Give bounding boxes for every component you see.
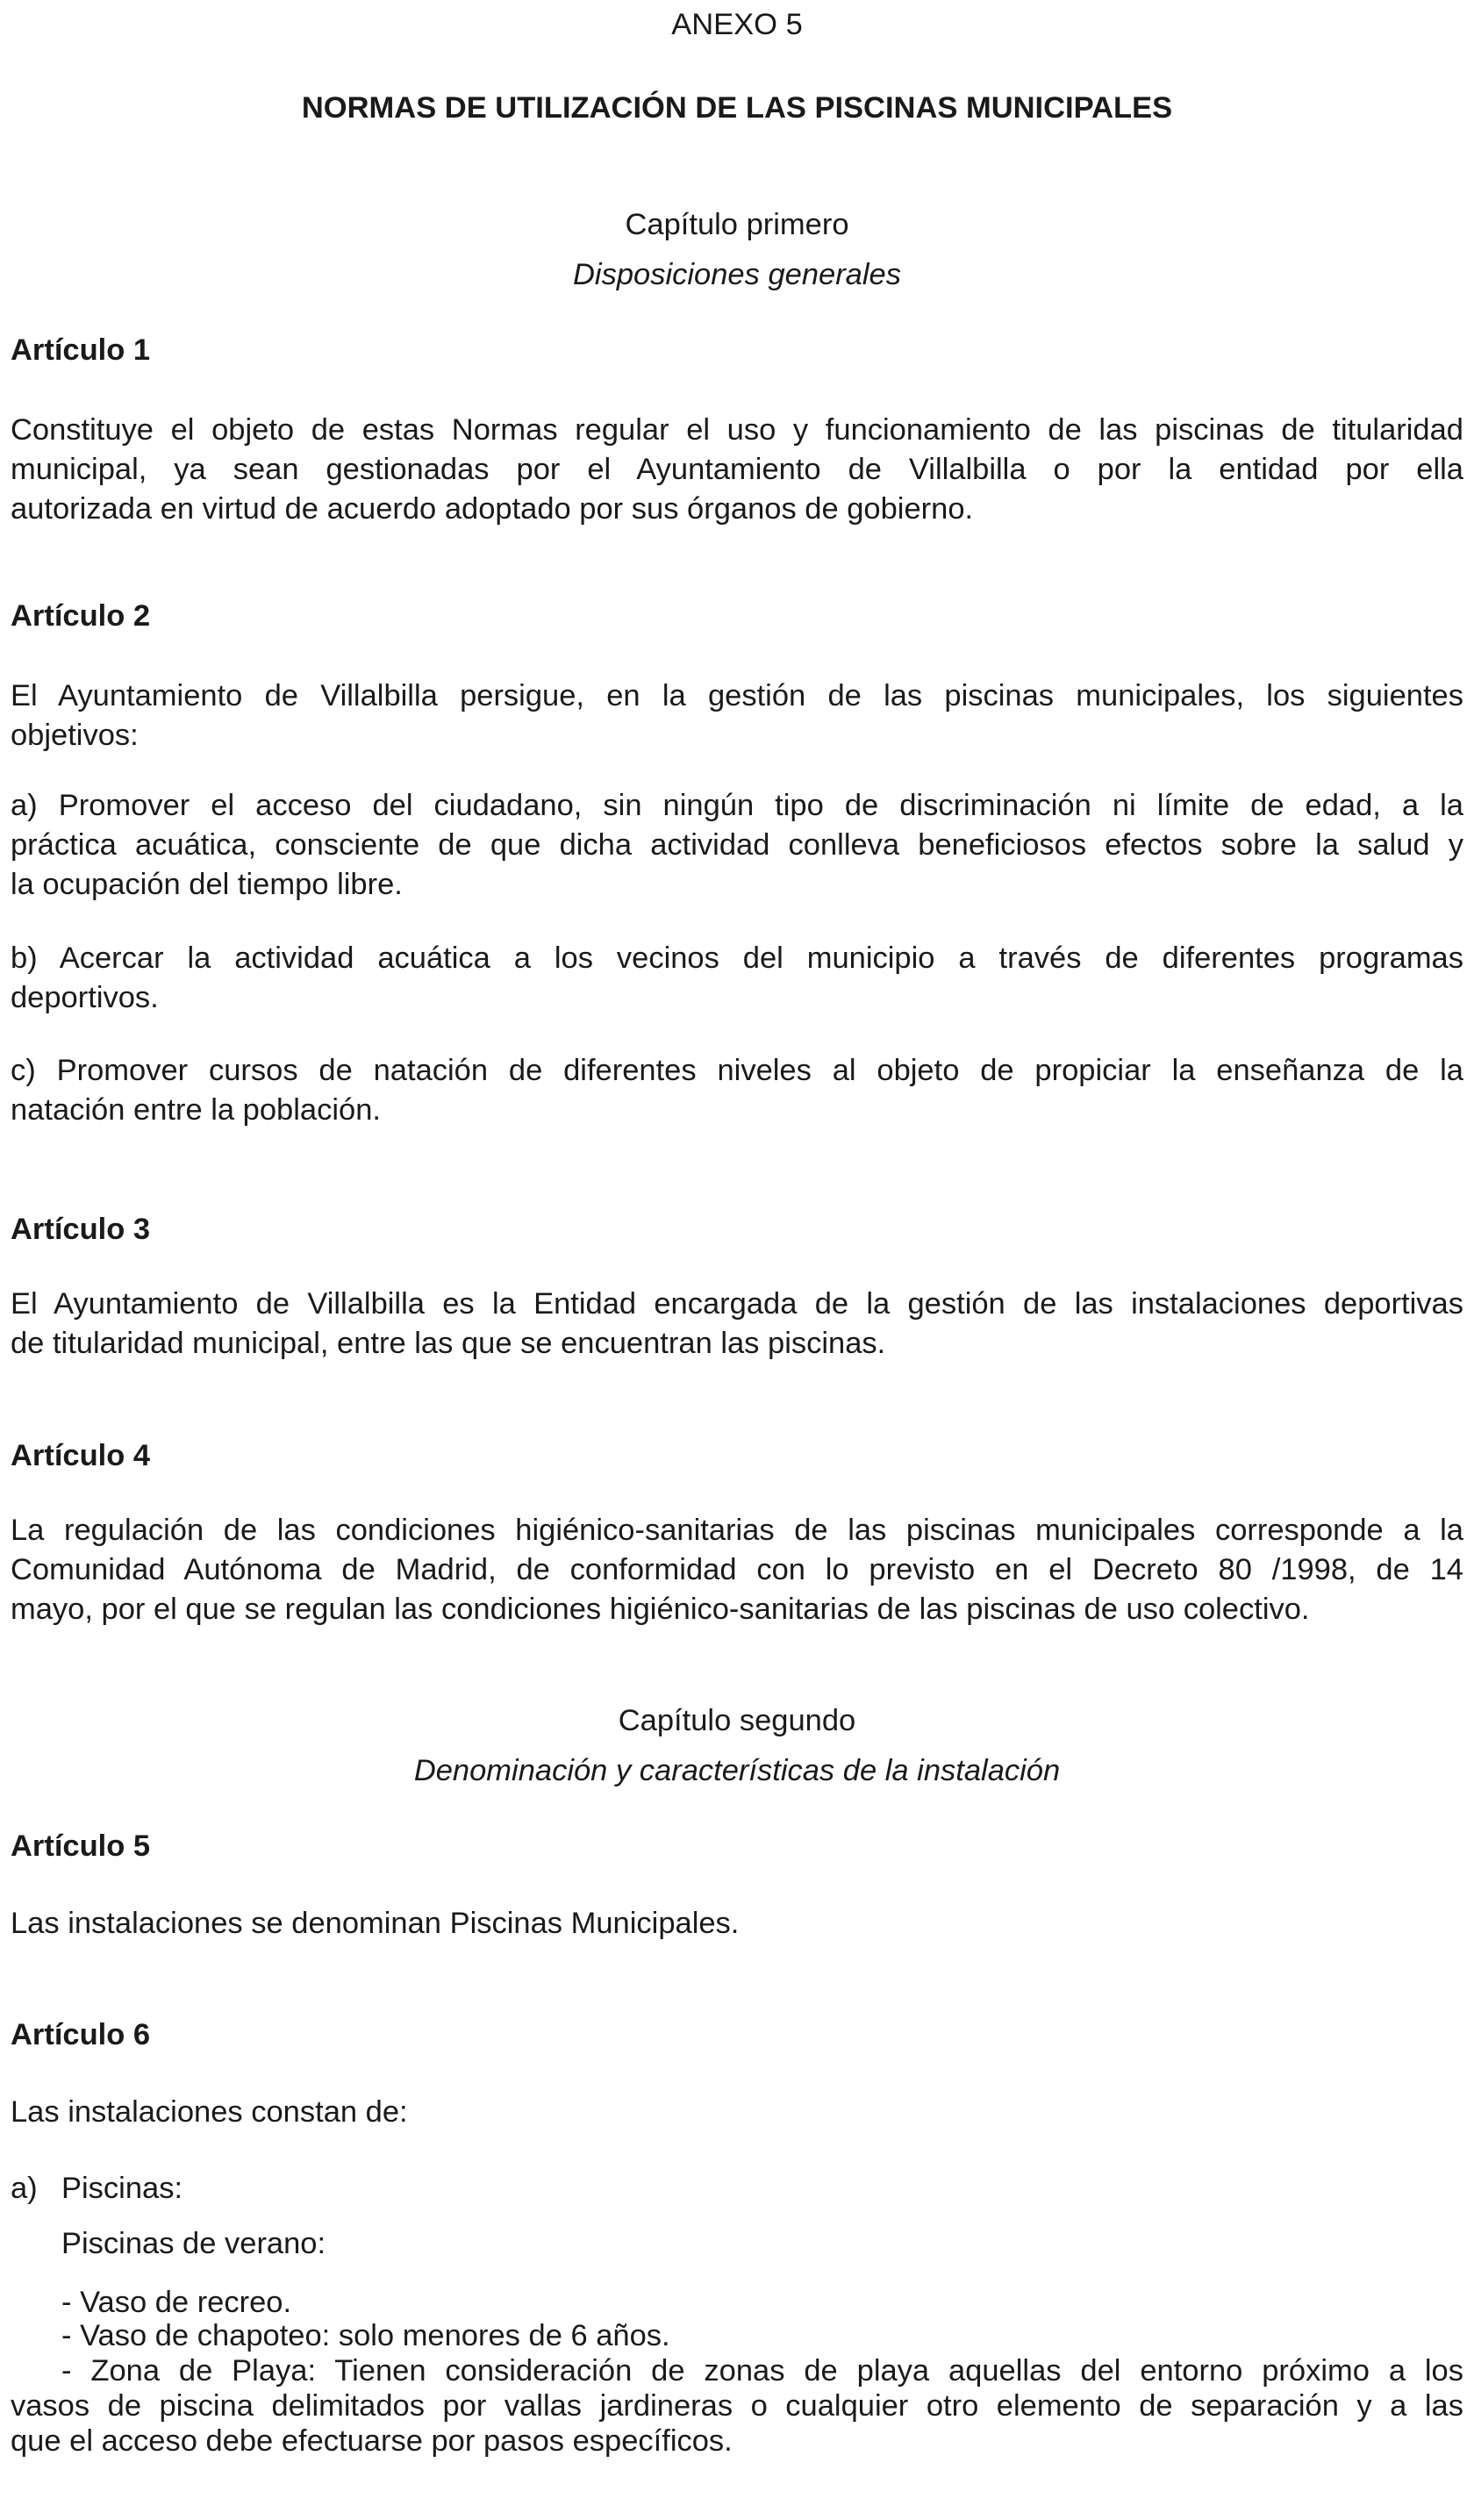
article-1-text [11, 411, 1463, 529]
text-line: c) Promover cursos de natación de diferentes niveles al objeto de propiciar la enseñanza de la [11, 1054, 1463, 1087]
article-3-text [11, 1285, 1463, 1364]
text-line: práctica acuática, consciente de que dicha actividad conlleva beneficiosos efectos sobre la salud y [11, 828, 1463, 862]
text-line: Constituye el objeto de estas Normas regular el uso y funcionamiento de las piscinas de titularidad [11, 413, 1463, 447]
text-line: municipal, ya sean gestionadas por el Ayuntamiento de Villalbilla o por la entidad por ella [11, 453, 1463, 486]
article-3-heading: Artículo 3 [11, 1213, 151, 1246]
chapter-1-heading: Capítulo primero [625, 208, 849, 241]
text-line: vasos de piscina delimitados por vallas jardineras o cualquier otro elemento de separación y a las [11, 2389, 1463, 2423]
text-line: deportivos. [11, 981, 159, 1014]
text-line: b) Acercar la actividad acuática a los vecinos del municipio a través de diferentes programas [11, 941, 1463, 975]
text-line: la ocupación del tiempo libre. [11, 868, 403, 901]
article-6-heading: Artículo 6 [11, 2018, 151, 2051]
article-2-heading: Artículo 2 [11, 599, 151, 633]
text-line: mayo, por el que se regulan las condiciones higiénico-sanitarias de las piscinas de uso colectivo. [11, 1593, 1310, 1626]
article-2-item-b [11, 939, 1463, 1018]
item-a-text: Piscinas: [61, 2172, 183, 2205]
text-line: El Ayuntamiento de Villalbilla persigue, en la gestión de las piscinas municipales, los siguientes [11, 679, 1463, 712]
document-page [11, 0, 1463, 2520]
article-4-heading: Artículo 4 [11, 1439, 151, 1472]
text-line: de titularidad municipal, entre las que se encuentran las piscinas. [11, 1327, 886, 1360]
article-1-heading: Artículo 1 [11, 333, 151, 367]
text-line: a) Promover el acceso del ciudadano, sin ningún tipo de discriminación ni límite de edad, a la [11, 789, 1463, 822]
text-line: que el acceso debe efectuarse por pasos específicos. [11, 2424, 733, 2458]
article-4-text [11, 1511, 1463, 1629]
article-2-item-c [11, 1051, 1463, 1130]
text-line: El Ayuntamiento de Villalbilla es la Entidad encargada de la gestión de las instalaciones deportivas [11, 1287, 1463, 1321]
article-2-item-a [11, 786, 1463, 905]
text-line: Comunidad Autónoma de Madrid, de conformidad con lo previsto en el Decreto 80 /1998, de 14 [11, 1553, 1463, 1586]
annex-label: ANEXO 5 [671, 8, 803, 41]
beach-zone-item [11, 2353, 1463, 2459]
article-6-intro: Las instalaciones constan de: [11, 2095, 408, 2129]
article-6-item-a [11, 2169, 1463, 2209]
chapter-1-subtitle: Disposiciones generales [573, 258, 901, 291]
document-title: NORMAS DE UTILIZACIÓN DE LAS PISCINAS MUNICIPALES [301, 91, 1173, 125]
text-line: autorizada en virtud de acuerdo adoptado por sus órganos de gobierno. [11, 492, 974, 526]
chapter-2-heading: Capítulo segundo [618, 1704, 856, 1737]
pool-list-item: - Vaso de chapoteo: solo menores de 6 años. [61, 2319, 670, 2352]
text-line: objetivos: [11, 719, 139, 752]
text-line: - Zona de Playa: Tienen consideración de zonas de playa aquellas del entorno próximo a los [61, 2354, 1463, 2388]
text-line: La regulación de las condiciones higiénico-sanitarias de las piscinas municipales corresponde a la [11, 1514, 1463, 1547]
summer-pools-label: Piscinas de verano: [61, 2227, 326, 2260]
item-a-label: a) [11, 2172, 38, 2205]
pool-list-item: - Vaso de recreo. [61, 2286, 292, 2319]
article-2-intro [11, 677, 1463, 755]
chapter-2-subtitle: Denominación y características de la instalación [413, 1754, 1061, 1787]
article-5-heading: Artículo 5 [11, 1829, 151, 1863]
text-line: natación entre la población. [11, 1093, 381, 1127]
article-5-text: Las instalaciones se denominan Piscinas Municipales. [11, 1907, 740, 1940]
